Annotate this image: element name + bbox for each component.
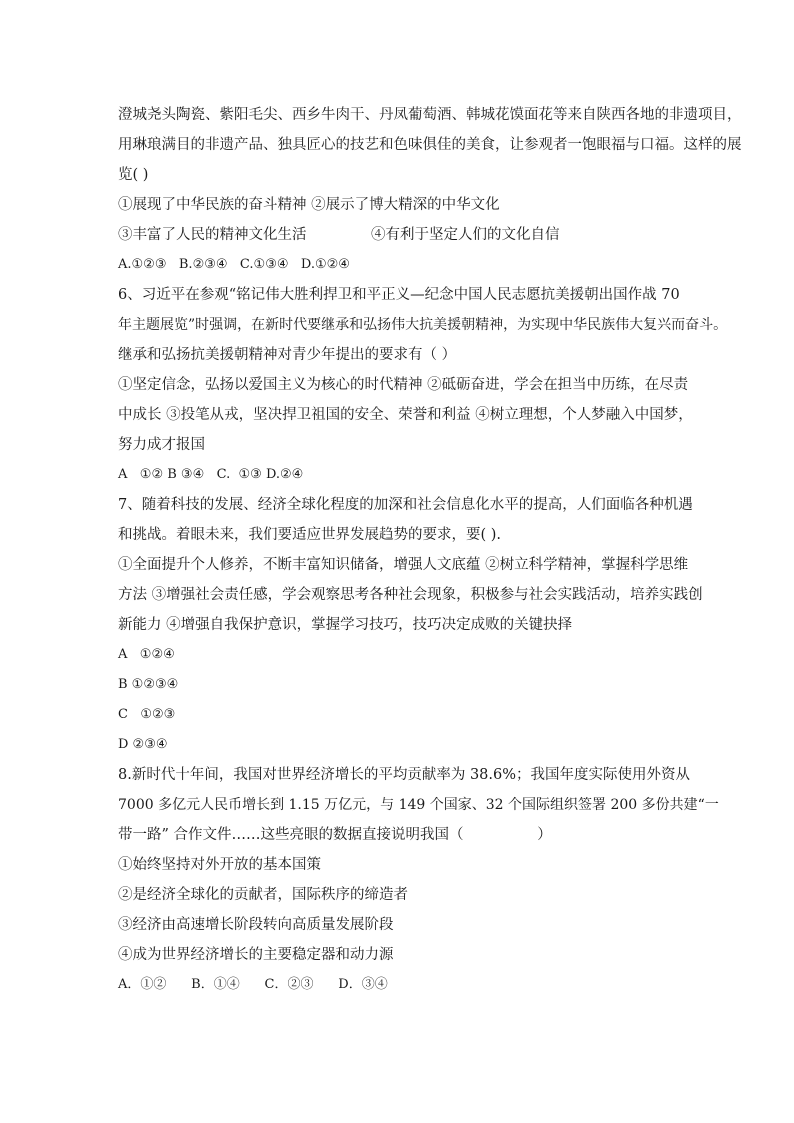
question-8-stem-line: 8.新时代十年间，我国对世界经济增长的平均贡献率为 38.6%；我国年度实际使用外资从	[118, 767, 691, 783]
question-7-statement: ①全面提升个人修养，不断丰富知识储备，增强人文底蕴 ②树立科学精神，掌握科学思维	[118, 557, 689, 573]
document-page	[118, 100, 742, 1000]
question-7	[118, 490, 703, 760]
question-6-stem-line: 继承和弘扬抗美援朝精神对青少年提出的要求有（ ）	[118, 347, 457, 363]
question-7-option-b: B ①②③④	[118, 677, 179, 692]
question-8-stem-line: 带一路” 合作文件……这些亮眼的数据直接说明我国（ ）	[118, 827, 552, 843]
question-6-options: A ①② B ③④ C. ①③ D.②④	[118, 467, 304, 482]
question-6	[118, 280, 728, 490]
question-5-stem-line: 澄城尧头陶瓷、紫阳毛尖、西乡牛肉干、丹凤葡萄酒、韩城花馍面花等来自陕西各地的非遗项目，	[118, 107, 742, 123]
question-8-stem-line: 7000 多亿元人民币增长到 1.15 万亿元，与 149 个国家、32 个国际组织签署 200 多份共建“一	[118, 797, 719, 813]
question-7-stem-line: 7、随着科技的发展、经济全球化程度的加深和社会信息化水平的提高，人们面临各种机遇	[118, 497, 693, 513]
question-5-statement: ③丰富了人民的精神文化生活 ④有利于坚定人们的文化自信	[118, 227, 560, 243]
question-5-statement: ①展现了中华民族的奋斗精神 ②展示了博大精深的中华文化	[118, 197, 500, 213]
question-5-stem-line: 览( )	[118, 167, 149, 183]
question-7-option-a: A ①②④	[118, 647, 175, 662]
question-8	[118, 760, 719, 1000]
question-6-statement: ①坚定信念，弘扬以爱国主义为核心的时代精神 ②砥砺奋进，学会在担当中历练，在尽责	[118, 377, 689, 393]
question-7-statement: 新能力 ④增强自我保护意识，掌握学习技巧，技巧决定成败的关键抉择	[118, 617, 573, 633]
question-8-statement: ④成为世界经济增长的主要稳定器和动力源	[118, 947, 394, 963]
question-5-stem-line: 用琳琅满目的非遗产品、独具匠心的技艺和色味俱佳的美食，让参观者一饱眼福与口福。这样的展	[118, 137, 742, 153]
question-5	[118, 100, 742, 280]
question-6-statement: 努力成才报国	[118, 437, 205, 453]
question-7-option-c: C ①②③	[118, 707, 176, 722]
question-5-options: A.①②③ B.②③④ C.①③④ D.①②④	[118, 257, 350, 272]
question-7-stem-line: 和挑战。着眼未来，我们要适应世界发展趋势的要求，要( ).	[118, 527, 502, 543]
question-8-statement: ③经济由高速增长阶段转向高质量发展阶段	[118, 917, 394, 933]
question-6-stem-line: 6、习近平在参观“铭记伟大胜利捍卫和平正义—纪念中国人民志愿抗美援朝出国作战 70	[118, 287, 680, 303]
question-7-statement: 方法 ③增强社会责任感，学会观察思考各种社会现象，积极参与社会实践活动，培养实践创	[118, 587, 703, 603]
question-8-statement: ①始终坚持对外开放的基本国策	[118, 857, 321, 873]
question-6-stem-line: 年主题展览”时强调，在新时代要继承和弘扬伟大抗美援朝精神，为实现中华民族伟大复兴而奋斗。	[118, 317, 728, 333]
question-8-statement: ②是经济全球化的贡献者，国际秩序的缔造者	[118, 887, 408, 903]
question-6-statement: 中成长 ③投笔从戎，坚决捍卫祖国的安全、荣誉和利益 ④树立理想，个人梦融入中国梦，	[118, 407, 693, 423]
question-8-options: A．①② B．①④ C．②③ D．③④	[118, 977, 388, 992]
question-7-option-d: D ②③④	[118, 737, 168, 752]
